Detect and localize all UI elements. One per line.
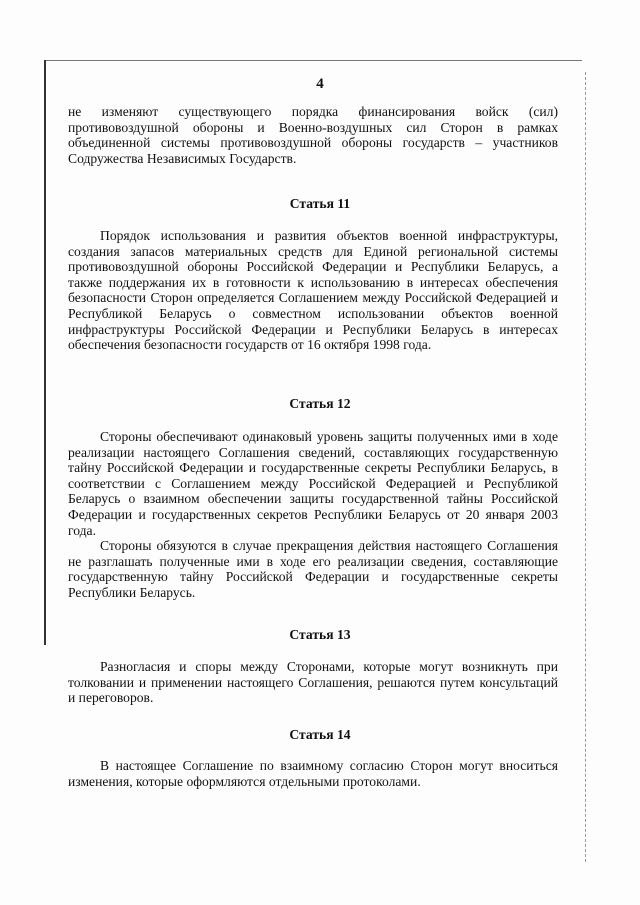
article-11-body xyxy=(68,228,558,353)
article-12-body xyxy=(68,429,558,601)
article-13-paragraph-1: Разногласия и споры между Сторонами, которые могут возникнуть при толковании и применении настоящего Соглашения, решаются путем консультаций и переговоров. xyxy=(68,659,558,706)
article-14-paragraph-1: В настоящее Соглашение по взаимному согласию Сторон могут вноситься изменения, которые оформляются отдельными протоколами. xyxy=(68,758,558,789)
article-12-heading: Статья 12 xyxy=(289,396,351,411)
article-14-body xyxy=(68,758,558,789)
article-13-body xyxy=(68,659,558,706)
article-12-paragraph-2: Стороны обязуются в случае прекращения действия настоящего Соглашения не разглашать полученные ими в ходе его реализации сведения, составляющие государственную тайну Российской Федерации и государственные секреты Республики Беларусь. xyxy=(68,538,558,600)
scan-edge-top xyxy=(46,60,582,61)
article-12-paragraph-1: Стороны обеспечивают одинаковый уровень защиты полученных ими в ходе реализации настоящего Соглашения сведений, составляющих государственную тайну Российской Федерации и государственные секреты Республики Беларусь, в соответствии с Соглашением между Российской Федерацией и Республикой Беларусь о взаимном обеспечении защиты государственной тайны Российской Федерации и государственных секретов Республики Беларусь от 20 января 2003 года. xyxy=(68,429,558,538)
article-11-heading: Статья 11 xyxy=(289,196,351,211)
intro-paragraph: не изменяют существующего порядка финансирования войск (сил) противовоздушной обороны и Военно-воздушных сил Сторон в рамках объединенной системы противовоздушной обороны государств – участников Содружества Независимых Государств. xyxy=(68,104,558,166)
scan-edge-left xyxy=(44,60,46,645)
page-number: 4 xyxy=(316,76,324,92)
article-13-heading: Статья 13 xyxy=(289,627,351,642)
intro-block xyxy=(68,104,558,166)
article-14-heading: Статья 14 xyxy=(289,727,351,742)
scan-edge-right xyxy=(585,72,586,862)
article-11-paragraph-1: Порядок использования и развития объектов военной инфраструктуры, создания запасов материальных средств для Единой региональной системы противовоздушной обороны Российской Федерации и Республики Беларусь, а также поддержания их в готовности к использованию в интересах обеспечения безопасности Сторон определяется Соглашением между Российской Федерацией и Республикой Беларусь о совместном использовании объектов военной инфраструктуры Российской Федерации и Республики Беларусь в интересах обеспечения безопасности государств от 16 октября 1998 года. xyxy=(68,228,558,353)
